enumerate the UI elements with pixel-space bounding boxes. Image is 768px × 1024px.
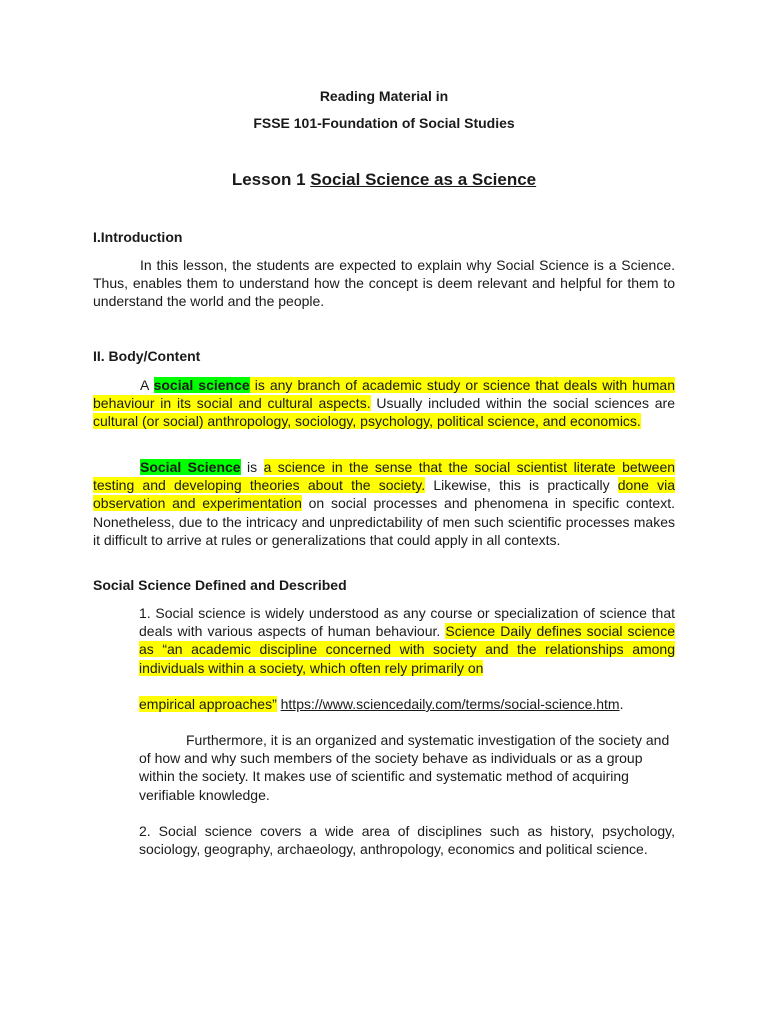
item1-quote-highlight: Science Daily defines social science as “an academic discipline concerned with society and the relationships among individuals within a society, which often rely primarily on [139,623,676,676]
body-heading: II. Body/Content [93,348,201,364]
intro-text: In this lesson, the students are expected to explain why Social Science is a Science. Thus, enables them to understand how the concept is deem relevant and helpful for them to understand the world and the people. [93,257,675,310]
list-item-1-cont [139,695,675,713]
intro-paragraph [93,256,675,311]
p2-method-highlight: done via observation and experimentation [93,477,675,512]
p1-list-highlight: cultural (or social) anthropology, sociology, psychology, political science, and economics. [93,413,641,430]
lesson-prefix: Lesson 1 [231,170,311,189]
item1-quote2-highlight: empirical approaches” [139,696,277,712]
item1-period: . [619,696,624,712]
p2-term-highlight: Social Science [140,459,241,475]
sciencedaily-link[interactable]: https://www.sciencedaily.com/terms/social-science.htm [280,696,620,712]
body-paragraph-1 [93,376,675,431]
intro-heading: I.Introduction [93,229,183,245]
item1-further: Furthermore, it is an organized and systematic investigation of the society and of how and why such members of the society behave as individuals or as a group within the society. It makes use of scientific and systematic method of acquiring verifiable knowledge. [139,732,670,803]
lesson-title [0,170,768,190]
item2-text: 2. Social science covers a wide area of disciplines such as history, psychology, sociology, geography, archaeology, anthropology, economics and political science. [139,823,675,858]
p1-term-highlight: social science [153,377,250,393]
list-item-1 [139,604,675,677]
list-item-1-further [139,731,675,804]
lesson-name: Social Science as a Science [310,170,537,189]
header-line-2: FSSE 101-Foundation of Social Studies [253,115,515,131]
item1-text: 1. Social science is widely understood as any course or specialization of science that deals with various aspects of human behaviour. [139,605,675,640]
p1-definition-highlight: is any branch of academic study or science that deals with human behaviour in its social and cultural aspects. [93,377,675,412]
header-line-1: Reading Material in [319,88,449,104]
defined-heading: Social Science Defined and Described [93,577,347,593]
p1-a: A [140,377,154,393]
p2-definition-highlight: a science in the sense that the social scientist literate between testing and developing theories about the society. [93,459,676,494]
p1-mid: Usually included within the social sciences are [370,395,675,412]
p2-mid: Likewise, this is practically [425,477,618,494]
p2-rest: on social processes and phenomena in specific context. Nonetheless, due to the intricacy and unpredictability of men such scientific processes makes it difficult to arrive at rules or generalizations that could apply in all contexts. [93,495,675,548]
list-item-2 [139,822,675,858]
p2-is: is [240,459,264,475]
body-paragraph-2 [93,458,675,549]
